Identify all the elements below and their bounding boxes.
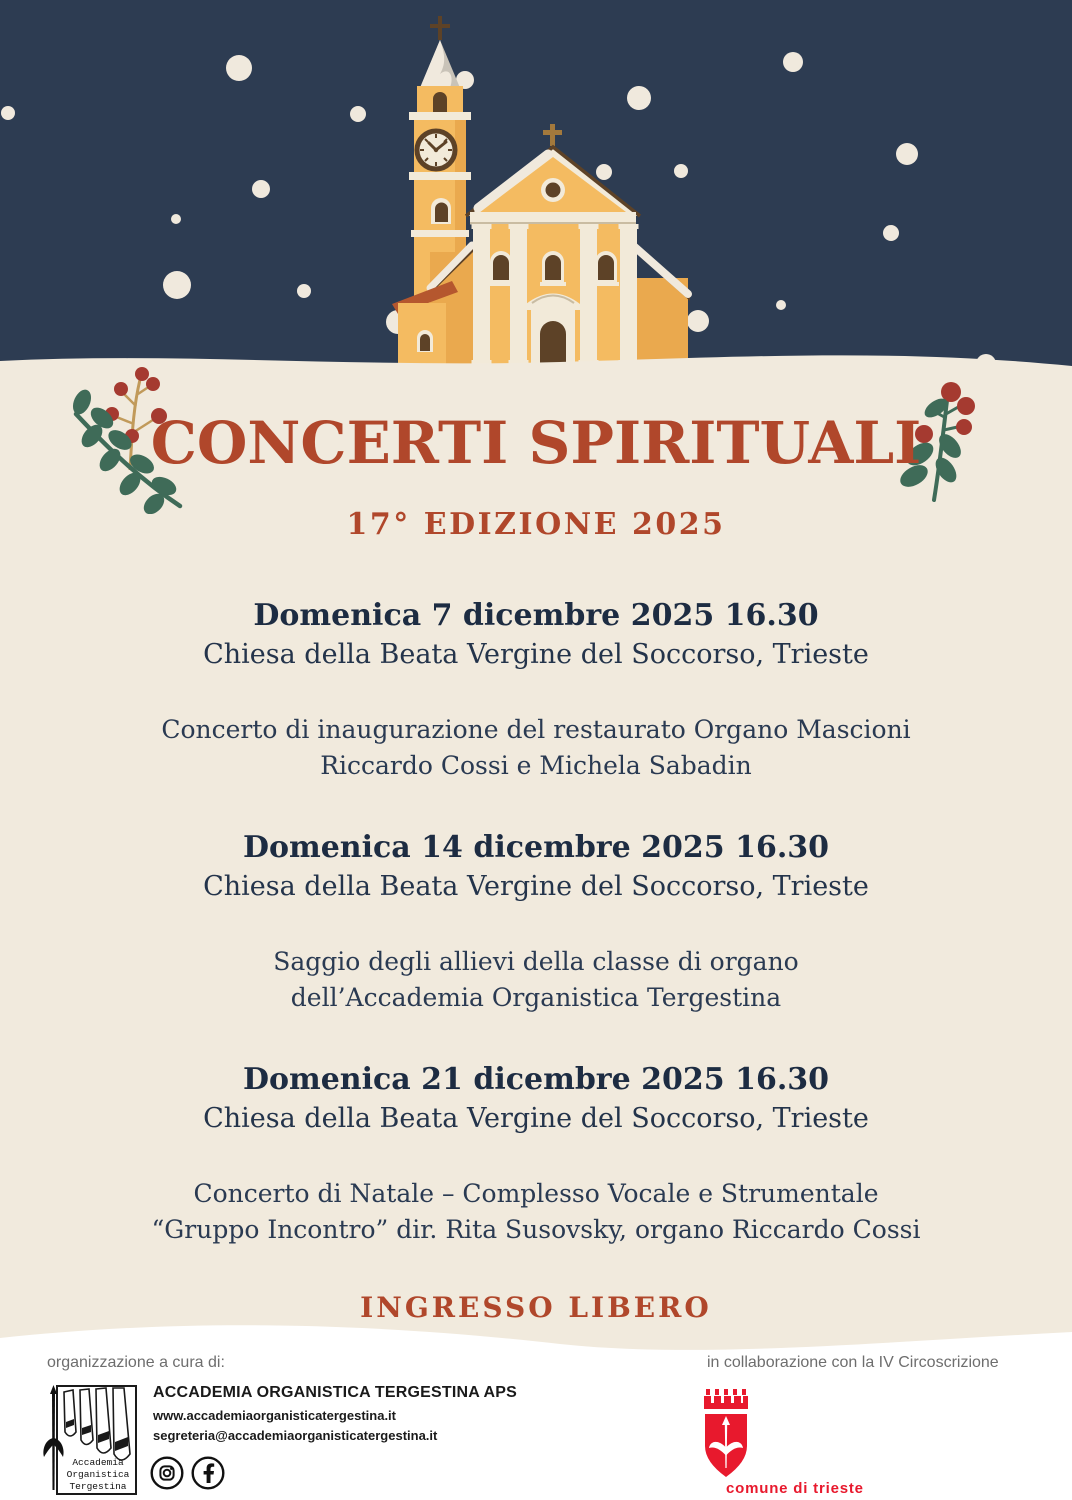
organization-info	[153, 1384, 517, 1443]
event-description-line: Concerto di inaugurazione del restaurato Organo Mascioni	[161, 715, 911, 744]
event-description	[0, 712, 1072, 784]
event-venue: Chiesa della Beata Vergine del Soccorso, Trieste	[203, 639, 869, 670]
municipality-label: comune di trieste	[726, 1480, 864, 1497]
tower-clock	[417, 131, 455, 169]
organization-name: ACCADEMIA ORGANISTICA TERGESTINA APS	[153, 1384, 517, 1401]
events-list	[0, 596, 1072, 1292]
organized-by-label: organizzazione a cura di:	[47, 1354, 225, 1371]
event-description-line: Concerto di Natale – Complesso Vocale e Strumentale	[193, 1179, 879, 1208]
event-description	[0, 944, 1072, 1016]
logo-line: Organistica	[66, 1469, 130, 1480]
event-block-3	[0, 1060, 1072, 1248]
collaboration-label: in collaborazione con la IV Circoscrizione	[707, 1354, 999, 1371]
church-night-illustration	[0, 0, 1072, 400]
edition-subtitle: 17° EDIZIONE 2025	[346, 507, 726, 542]
event-venue: Chiesa della Beata Vergine del Soccorso, Trieste	[203, 871, 869, 902]
event-description-line: “Gruppo Incontro” dir. Rita Susovsky, organo Riccardo Cossi	[151, 1215, 921, 1244]
free-admission-label: INGRESSO LIBERO	[360, 1291, 712, 1324]
logo-wordmark	[67, 1457, 130, 1492]
event-description	[0, 1176, 1072, 1248]
footer	[0, 1352, 1072, 1500]
event-description-line: Saggio degli allievi della classe di organo	[273, 947, 799, 976]
trieste-coat-of-arms	[702, 1388, 750, 1480]
event-block-1	[0, 596, 1072, 784]
logo-line: Tergestina	[69, 1481, 127, 1492]
event-block-2	[0, 828, 1072, 1016]
event-description-line: dell’Accademia Organistica Tergestina	[290, 983, 782, 1012]
facebook-icon	[191, 1456, 225, 1490]
event-description-line: Riccardo Cossi e Michela Sabadin	[320, 751, 752, 780]
portal	[526, 294, 580, 373]
poster-title: CONCERTI SPIRITUALI	[150, 409, 922, 477]
instagram-icon	[150, 1456, 184, 1490]
event-date: Domenica 21 dicembre 2025 16.30	[242, 1062, 830, 1097]
event-date: Domenica 7 dicembre 2025 16.30	[253, 598, 819, 633]
accademia-organistica-logo	[42, 1384, 138, 1496]
website-text: www.accademiaorganisticatergestina.it	[153, 1408, 396, 1423]
event-venue: Chiesa della Beata Vergine del Soccorso, Trieste	[203, 1103, 869, 1134]
event-date: Domenica 14 dicembre 2025 16.30	[242, 830, 830, 865]
logo-line: Accademia	[72, 1457, 124, 1468]
facade-windows	[488, 251, 619, 286]
email-text: segreteria@accademiaorganisticatergestina.it	[153, 1428, 438, 1443]
social-icons	[150, 1456, 225, 1490]
footer-wave-divider	[0, 1316, 1072, 1352]
